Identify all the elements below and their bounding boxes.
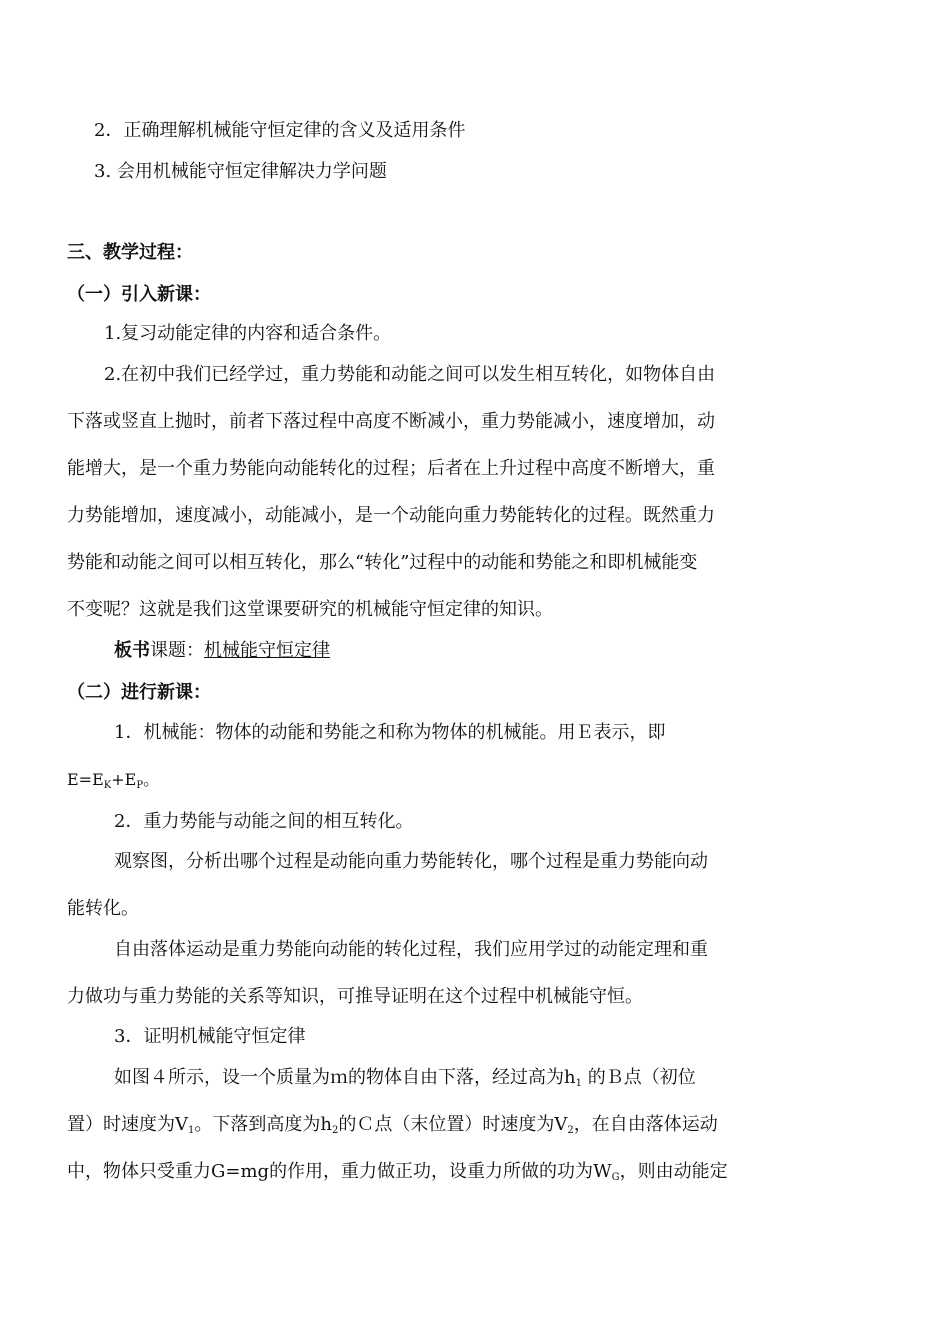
intro-paragraph-1: 1.复习动能定律的内容和适合条件。 (104, 323, 392, 344)
intro-paragraph-2-line: 势能和动能之间可以相互转化，那么“转化”过程中的动能和势能之和即机械能变 (67, 552, 698, 573)
observe-paragraph-line: 能转化。 (67, 898, 139, 919)
mechanical-energy-formula: $E=E_K+E_P$。 (67, 770, 160, 791)
intro-paragraph-2-line: 2.在初中我们已经学过，重力势能和动能之间可以发生相互转化，如物体自由 (104, 364, 716, 385)
intro-paragraph-2-line: 能增大，是一个重力势能向动能转化的过程；后者在上升过程中高度不断增大，重 (67, 458, 715, 479)
proof-paragraph-line: 中，物体只受重力G=mg的作用，重力做正功，设重力所做的功为$W_G$，则由动能定 (67, 1161, 728, 1183)
intro-paragraph-2-line: 不变呢？这就是我们这堂课要研究的机械能守恒定律的知识。 (67, 599, 553, 620)
freefall-paragraph-line: 自由落体运动是重力势能向动能的转化过程，我们应用学过的动能定理和重 (114, 939, 708, 960)
objective-item-3: 3. 会用机械能守恒定律解决力学问题 (94, 161, 387, 182)
proof-heading: 3．证明机械能守恒定律 (114, 1026, 306, 1047)
proof-paragraph-line: 如图４所示，设一个质量为ｍ的物体自由下落，经过高为$h_1$ 的Ｂ点（初位 (114, 1067, 696, 1089)
intro-paragraph-2-line: 下落或竖直上抛时，前者下落过程中高度不断减小，重力势能减小，速度增加，动 (67, 411, 715, 432)
observe-paragraph-line: 观察图，分析出哪个过程是动能向重力势能转化，哪个过程是重力势能向动 (114, 851, 708, 872)
board-topic-label: 课题： (150, 640, 204, 661)
objective-item-2: 2．正确理解机械能守恒定律的含义及适用条件 (94, 120, 466, 141)
subsection-heading-new-lesson: （二）进行新课： (67, 682, 211, 703)
board-title-line (114, 639, 330, 663)
energy-conversion-heading: 2．重力势能与动能之间的相互转化。 (114, 811, 414, 832)
board-topic-title: 机械能守恒定律 (204, 640, 330, 661)
section-heading-teaching-process: 三、教学过程： (67, 242, 193, 263)
proof-paragraph-line: 置）时速度为$V_1$。下落到高度为$h_2$的Ｃ点（末位置）时速度为$V_2$，在自由落体运动 (67, 1114, 718, 1136)
subsection-heading-intro: （一）引入新课： (67, 284, 211, 305)
mechanical-energy-definition: 1．机械能：物体的动能和势能之和称为物体的机械能。用Ｅ表示，即 (114, 722, 666, 743)
board-label: 板书 (114, 640, 150, 661)
freefall-paragraph-line: 力做功与重力势能的关系等知识，可推导证明在这个过程中机械能守恒。 (67, 986, 643, 1007)
intro-paragraph-2-line: 力势能增加，速度减小，动能减小，是一个动能向重力势能转化的过程。既然重力 (67, 505, 715, 526)
